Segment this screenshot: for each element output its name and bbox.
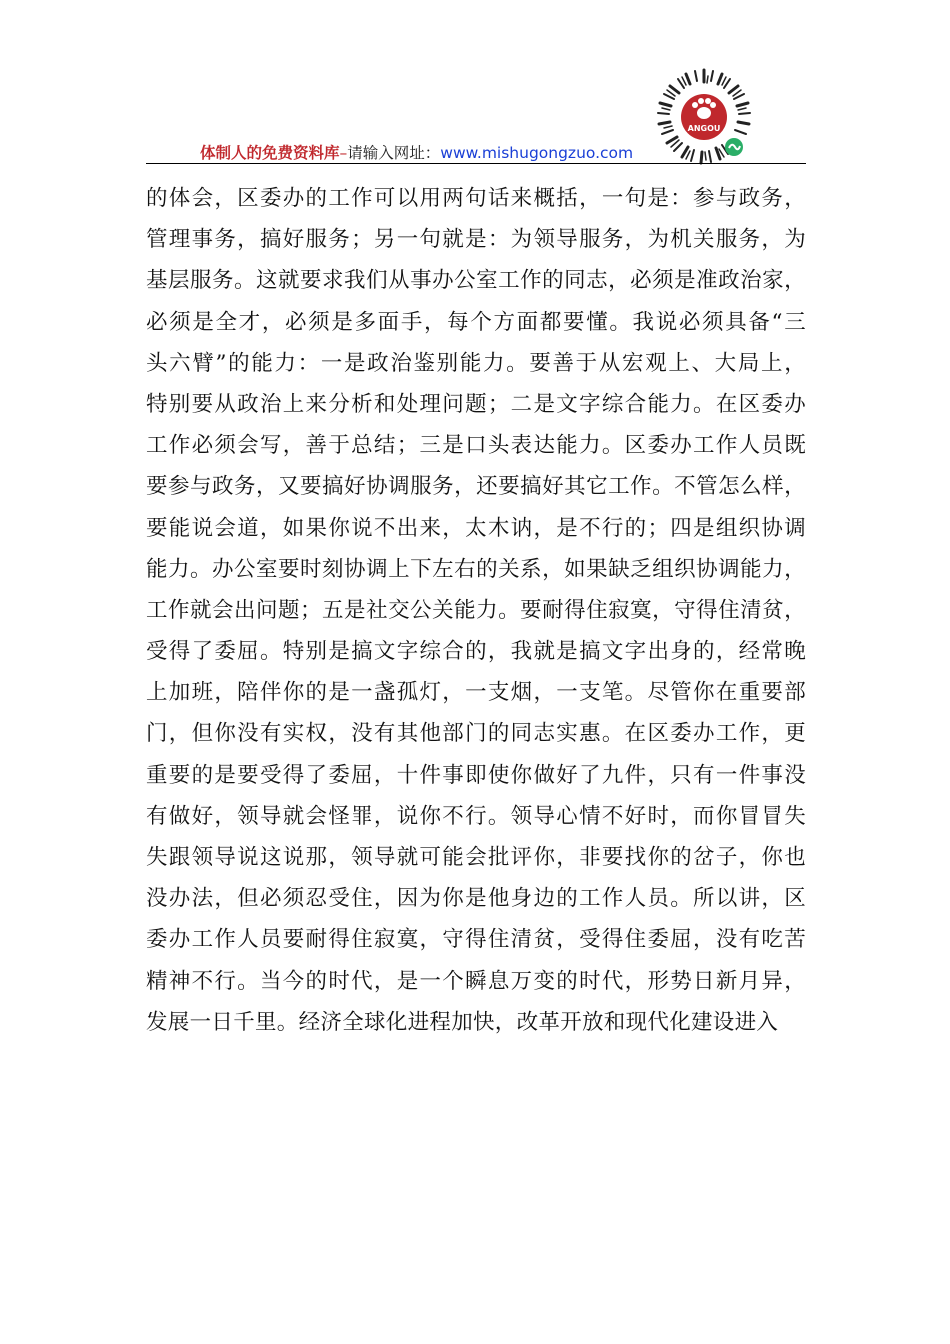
brand-name: 体制人的免费资料库 (200, 144, 340, 162)
paragraph-line: 发展一日千里。经济全球化进程加快，改革开放和现代化建设进入 (146, 1009, 779, 1035)
url-prompt: 请输入网址： (347, 144, 441, 162)
paragraph-line: 工作就会出问题；五是社交公关能力。要耐得住寂寞，守得住清贫， (146, 597, 806, 623)
site-url-link[interactable]: www.mishugongzuo.com (440, 144, 634, 162)
paragraph-line: 头六臂”的能力：一是政治鉴别能力。要善于从宏观上、大局上， (146, 350, 806, 376)
paragraph-line: 管理事务，搞好服务；另一句就是：为领导服务，为机关服务，为 (146, 227, 806, 253)
paragraph-line: 要参与政务，又要搞好协调服务，还要搞好其它工作。不管怎么样， (146, 474, 806, 500)
paragraph-line: 上加班，陪伴你的是一盏孤灯，一支烟，一支笔。尽管你在重要部 (146, 680, 806, 706)
paragraph-line: 重要的是要受得了委屈，十件事即使你做好了九件，只有一件事没 (146, 762, 806, 788)
qr-badge-text: ANGOU (687, 124, 721, 133)
paragraph-line: 精神不行。当今的时代，是一个瞬息万变的时代，形势日新月异， (146, 968, 806, 994)
paragraph-line: 委办工作人员要耐得住寂寞，守得住清贫，受得住委屈，没有吃苦 (146, 927, 806, 953)
paragraph-line: 特别要从政治上来分析和处理问题；二是文字综合能力。在区委办 (146, 391, 806, 417)
document-body (146, 178, 806, 1043)
page-header (146, 142, 806, 166)
paragraph-line: 有做好，领导就会怪罪，说你不行。领导心情不好时，而你冒冒失 (146, 803, 806, 829)
paragraph-line: 必须是全才，必须是多面手，每个方面都要懂。我说必须具备“三 (146, 309, 806, 335)
paragraph-line: 没办法，但必须忍受住，因为你是他身边的工作人员。所以讲，区 (146, 886, 806, 912)
paragraph-line: 失跟领导说这说那，领导就可能会批评你，非要找你的岔子，你也 (146, 845, 806, 870)
header-banner (200, 144, 633, 162)
paragraph-line: 要能说会道，如果你说不出来，太木讷，是不行的；四是组织协调 (146, 515, 806, 541)
paragraph-line: 能力。办公室要时刻协调上下左右的关系，如果缺乏组织协调能力， (146, 556, 806, 582)
header-divider (146, 163, 806, 164)
paragraph-line: 的体会，区委办的工作可以用两句话来概括，一句是：参与政务， (146, 186, 806, 211)
paragraph-line: 受得了委屈。特别是搞文字综合的，我就是搞文字出身的，经常晚 (146, 639, 806, 665)
paragraph-line: 工作必须会写，善于总结；三是口头表达能力。区委办工作人员既 (146, 433, 806, 459)
paragraph-line: 门，但你没有实权，没有其他部门的同志实惠。在区委办工作，更 (146, 721, 806, 747)
paragraph-line: 基层服务。这就要求我们从事办公室工作的同志，必须是准政治家， (146, 268, 806, 294)
header-separator: – (339, 144, 348, 162)
